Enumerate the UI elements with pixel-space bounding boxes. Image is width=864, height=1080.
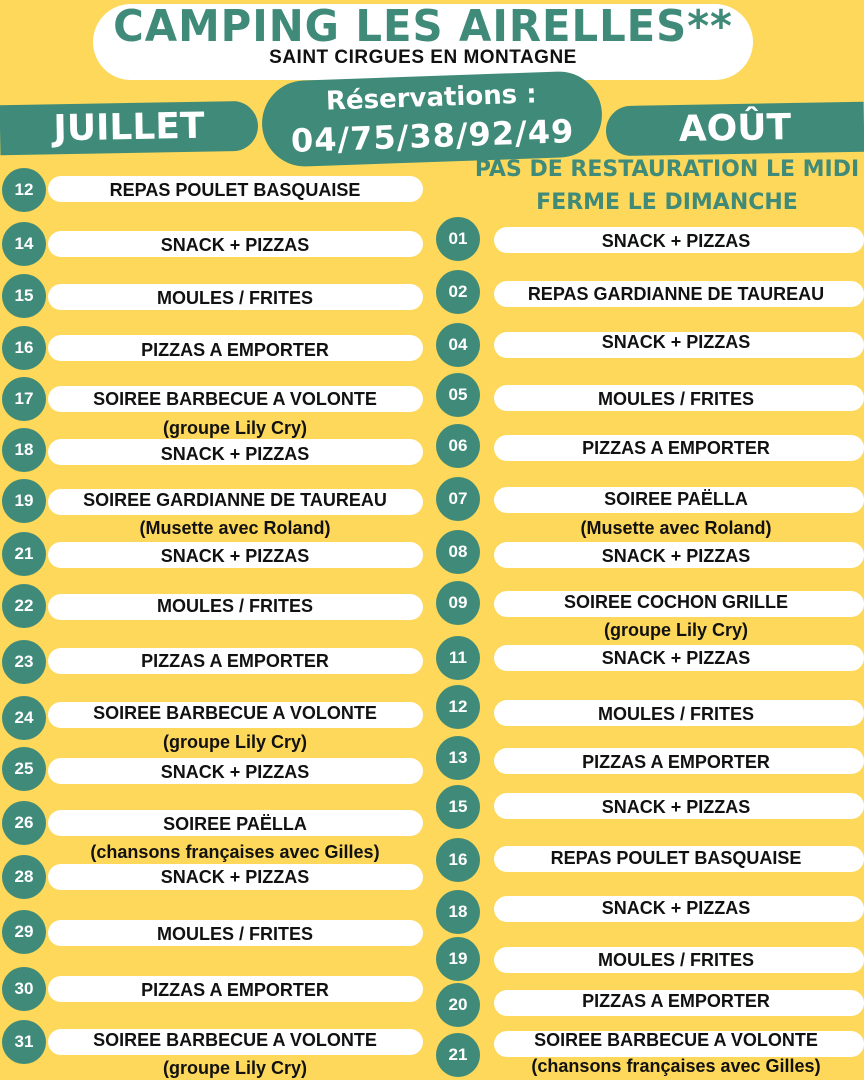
aout-event-label: SOIREE PAËLLA xyxy=(604,489,748,509)
page-title: CAMPING LES AIRELLES** xyxy=(113,1,733,52)
juillet-day-circle: 24 xyxy=(2,696,46,740)
aout-event-label: MOULES / FRITES xyxy=(597,950,754,970)
aout-day-circle: 21 xyxy=(436,1033,480,1077)
aout-day-circle: 05 xyxy=(436,373,480,417)
juillet-day-circle: 22 xyxy=(2,584,46,628)
juillet-day-circle: 23 xyxy=(2,640,46,684)
juillet-day-circle: 19 xyxy=(2,479,46,523)
juillet-event-sublabel: (chansons françaises avec Gilles) xyxy=(90,842,380,862)
juillet-event-label: PIZZAS A EMPORTER xyxy=(141,980,329,1000)
juillet-event-label: SNACK + PIZZAS xyxy=(160,235,310,255)
aout-event-label: SOIREE COCHON GRILLE xyxy=(563,592,788,612)
aout-event-label: PIZZAS A EMPORTER xyxy=(582,438,770,458)
juillet-event-label: SNACK + PIZZAS xyxy=(160,546,310,566)
juillet-event-sublabel: (groupe Lily Cry) xyxy=(162,418,307,438)
aout-day-circle: 09 xyxy=(436,581,480,625)
aout-event-label: SNACK + PIZZAS xyxy=(601,797,751,817)
juillet-day-circle: 28 xyxy=(2,855,46,899)
aout-event-sublabel: (groupe Lily Cry) xyxy=(603,620,748,640)
notice-line-2: FERME LE DIMANCHE xyxy=(536,190,798,215)
aout-event-label: REPAS GARDIANNE DE TAUREAU xyxy=(527,284,825,304)
aout-event-label: PIZZAS A EMPORTER xyxy=(582,991,770,1011)
juillet-day-circle: 31 xyxy=(2,1020,46,1064)
aout-day-circle: 15 xyxy=(436,785,480,829)
aout-day-circle: 02 xyxy=(436,270,480,314)
aout-event-label: SOIREE BARBECUE A VOLONTE xyxy=(534,1030,818,1050)
juillet-event-sublabel: (groupe Lily Cry) xyxy=(162,732,307,752)
juillet-event-label: SOIREE BARBECUE A VOLONTE xyxy=(93,703,377,723)
juillet-day-circle: 17 xyxy=(2,377,46,421)
juillet-event-label: SNACK + PIZZAS xyxy=(160,444,310,464)
aout-event-label: REPAS POULET BASQUAISE xyxy=(550,848,802,868)
month-label-juillet: JUILLET xyxy=(0,101,258,155)
juillet-event-label: MOULES / FRITES xyxy=(156,596,313,616)
juillet-day-circle: 25 xyxy=(2,747,46,791)
aout-day-circle: 16 xyxy=(436,838,480,882)
juillet-event-label: SNACK + PIZZAS xyxy=(160,867,310,887)
aout-day-circle: 13 xyxy=(436,736,480,780)
aout-day-circle: 01 xyxy=(436,217,480,261)
aout-day-circle: 08 xyxy=(436,530,480,574)
juillet-event-label: SOIREE GARDIANNE DE TAUREAU xyxy=(83,490,387,510)
juillet-event-label: MOULES / FRITES xyxy=(156,288,313,308)
reservations-label: Réservations : xyxy=(325,79,538,117)
notice-line-1: PAS DE RESTAURATION LE MIDI xyxy=(474,157,860,182)
aout-event-label: PIZZAS A EMPORTER xyxy=(582,752,770,772)
aout-event-label: SNACK + PIZZAS xyxy=(601,546,751,566)
juillet-event-label: REPAS POULET BASQUAISE xyxy=(109,180,361,200)
aout-event-label: MOULES / FRITES xyxy=(597,389,754,409)
juillet-event-label: SOIREE PAËLLA xyxy=(163,814,307,834)
juillet-day-circle: 16 xyxy=(2,326,46,370)
aout-event-label: SNACK + PIZZAS xyxy=(601,898,751,918)
juillet-day-circle: 14 xyxy=(2,222,46,266)
aout-event-label: SNACK + PIZZAS xyxy=(601,648,751,668)
juillet-event-sublabel: (groupe Lily Cry) xyxy=(162,1058,307,1078)
reservations-pill xyxy=(261,70,604,168)
juillet-day-circle: 21 xyxy=(2,532,46,576)
juillet-event-label: MOULES / FRITES xyxy=(156,924,313,944)
aout-day-circle: 20 xyxy=(436,983,480,1027)
juillet-event-label: PIZZAS A EMPORTER xyxy=(141,651,329,671)
juillet-day-circle: 30 xyxy=(2,967,46,1011)
aout-day-circle: 04 xyxy=(436,323,480,367)
reservations-phone: 04/75/38/92/49 xyxy=(290,112,575,160)
juillet-day-circle: 29 xyxy=(2,910,46,954)
aout-day-circle: 06 xyxy=(436,424,480,468)
juillet-day-circle: 12 xyxy=(2,168,46,212)
juillet-day-circle: 26 xyxy=(2,801,46,845)
aout-day-circle: 12 xyxy=(436,685,480,729)
aout-event-label: SNACK + PIZZAS xyxy=(601,231,751,251)
juillet-day-circle: 15 xyxy=(2,274,46,318)
month-label-aout: AOÛT xyxy=(606,102,864,156)
juillet-event-label: SOIREE BARBECUE A VOLONTE xyxy=(93,1030,377,1050)
juillet-event-sublabel: (Musette avec Roland) xyxy=(139,518,331,538)
aout-day-circle: 19 xyxy=(436,937,480,981)
juillet-event-label: SOIREE BARBECUE A VOLONTE xyxy=(93,389,377,409)
aout-day-circle: 11 xyxy=(436,636,480,680)
juillet-event-label: PIZZAS A EMPORTER xyxy=(141,340,329,360)
aout-event-sublabel: (Musette avec Roland) xyxy=(580,518,772,538)
page-subtitle: SAINT CIRGUES EN MONTAGNE xyxy=(269,47,577,68)
aout-event-sublabel: (chansons françaises avec Gilles) xyxy=(531,1056,821,1076)
aout-event-label: SNACK + PIZZAS xyxy=(601,332,751,352)
aout-day-circle: 18 xyxy=(436,890,480,934)
aout-event-label: MOULES / FRITES xyxy=(597,704,754,724)
aout-day-circle: 07 xyxy=(436,477,480,521)
juillet-day-circle: 18 xyxy=(2,428,46,472)
juillet-event-label: SNACK + PIZZAS xyxy=(160,762,310,782)
